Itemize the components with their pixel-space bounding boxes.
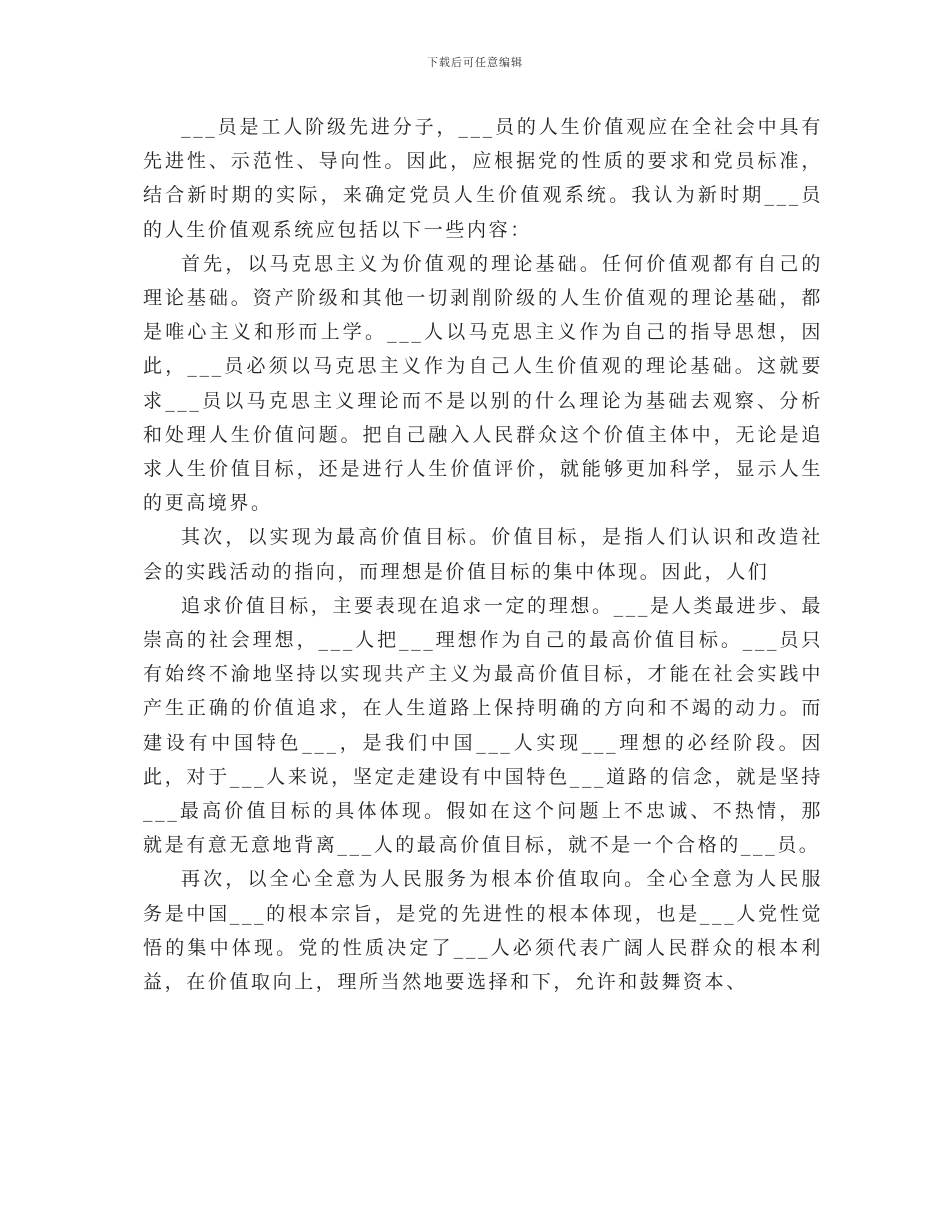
paragraph-first: 首先，以马克思主义为价值观的理论基础。任何价值观都有自己的理论基础。资产阶级和其他一切剥削阶级的人生价值观的理论基础，都是唯心主义和形而上学。___人以马克思主义作为自己的指导思想，因此，___员必须以马克思主义作为自己人生价值观的理论基础。这就要求___员以马克思主义理论而不是以别的什么理论为基础去观察、分析和处理人生价值问题。把自己融入人民群众这个价值主体中，无论是追求人生价值目标，还是进行人生价值评价，就能够更加科学，显示人生的更高境界。 <box>143 252 823 515</box>
paragraph-second-continued: 追求价值目标，主要表现在追求一定的理想。___是人类最进步、最崇高的社会理想，___人把___理想作为自己的最高价值目标。___员只有始终不渝地坚持以实现共产主义为最高价值目标，才能在社会实践中产生正确的价值追求，在人生道路上保持明确的方向和不竭的动力。而建设有中国特色___，是我们中国___人实现___理想的必经阶段。因此，对于___人来说，坚定走建设有中国特色___道路的信念，就是坚持___最高价值目标的具体体现。假如在这个问题上不忠诚、不热情，那就是有意无意地背离___人的最高价值目标，就不是一个合格的___员。 <box>143 594 823 857</box>
page-header: 下载后可任意编辑 <box>427 56 523 69</box>
paragraph-second: 其次，以实现为最高价值目标。价值目标，是指人们认识和改造社会的实践活动的指向，而理想是价值目标的集中体现。因此，人们 <box>143 526 823 583</box>
paragraph-intro: ___员是工人阶级先进分子，___员的人生价值观应在全社会中具有先进性、示范性、导向性。因此，应根据党的性质的要求和党员标准，结合新时期的实际，来确定党员人生价值观系统。我认为新时期___员的人生价值观系统应包括以下一些内容： <box>143 116 823 241</box>
document-body <box>143 110 823 999</box>
paragraph-third: 再次，以全心全意为人民服务为根本价值取向。全心全意为人民服务是中国___的根本宗旨，是党的先进性的根本体现，也是___人党性觉悟的集中体现。党的性质决定了___人必须代表广阔人民群众的根本利益，在价值取向上，理所当然地要选择和下，允许和鼓舞资本、 <box>143 868 823 994</box>
